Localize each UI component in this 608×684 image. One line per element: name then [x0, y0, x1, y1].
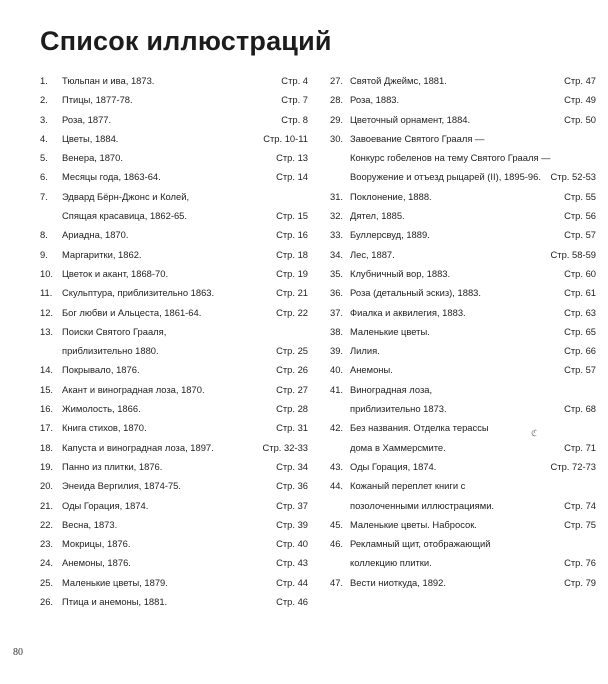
list-item: [40, 341, 308, 360]
item-title: Лилия.: [350, 345, 380, 357]
item-page: Стр. 16: [276, 229, 308, 241]
list-item: [40, 534, 308, 553]
stray-mark: ℭ: [531, 428, 538, 438]
list-item: [330, 438, 596, 457]
item-title: Оды Горация, 1874.: [62, 499, 149, 511]
list-item: [330, 399, 596, 418]
item-number: 35.: [330, 267, 344, 279]
item-title: Цветок и акант, 1868-70.: [62, 267, 169, 279]
item-number: 3.: [40, 113, 48, 125]
list-item: [330, 245, 596, 264]
item-title: позолоченными иллюстрациями.: [350, 499, 495, 511]
item-page: Стр. 71: [564, 441, 596, 453]
item-number: 21.: [40, 499, 54, 511]
list-item: [40, 496, 308, 515]
item-number: 24.: [40, 557, 54, 569]
item-number: 25.: [40, 576, 54, 588]
list-item: [330, 457, 596, 476]
item-title: Анемоны.: [350, 364, 393, 376]
item-page: Стр. 57: [564, 364, 596, 376]
item-number: 19.: [40, 460, 54, 472]
item-page: Стр. 57: [564, 229, 596, 241]
list-item: [40, 110, 308, 129]
list-item: [40, 129, 308, 148]
list-item: [330, 322, 596, 341]
item-page: Стр. 65: [564, 325, 596, 337]
item-number: 17.: [40, 422, 54, 434]
item-title: Клубничный вор, 1883.: [350, 267, 451, 279]
list-item: [40, 553, 308, 572]
item-number: 16.: [40, 403, 54, 415]
item-title: Завоевание Святого Грааля —: [350, 132, 485, 144]
list-item: [40, 264, 308, 283]
list-item: [40, 515, 308, 534]
item-title: Роза, 1883.: [350, 94, 400, 106]
item-page: Стр. 55: [564, 190, 596, 202]
list-item: [40, 245, 308, 264]
item-page: Стр. 58-59: [550, 248, 596, 260]
item-page: Стр. 68: [564, 403, 596, 415]
item-page: Стр. 75: [564, 518, 596, 530]
item-page: Стр. 8: [281, 113, 308, 125]
item-page: Стр. 66: [564, 345, 596, 357]
item-title: Маленькие цветы.: [350, 325, 430, 337]
page-title: Список иллюстраций: [40, 26, 332, 56]
item-title: Святой Джеймс, 1881.: [350, 75, 447, 86]
item-title: Панно из плитки, 1876.: [62, 460, 163, 472]
item-page: Стр. 7: [281, 94, 308, 106]
item-title: Поиски Святого Грааля,: [62, 325, 167, 337]
item-number: 37.: [330, 306, 344, 318]
list-item: [330, 187, 596, 206]
item-title: Цветочный орнамент, 1884.: [350, 113, 471, 125]
item-page: Стр. 10-11: [263, 132, 308, 144]
item-title: Дятел, 1885.: [350, 210, 405, 222]
item-title: Спящая красавица, 1862-65.: [62, 210, 187, 222]
item-page: Стр. 61: [564, 287, 596, 299]
item-number: 27.: [330, 75, 344, 86]
item-number: 12.: [40, 306, 54, 318]
item-page: Стр. 79: [564, 576, 596, 588]
item-page: Стр. 56: [564, 210, 596, 222]
list-item: [40, 457, 308, 476]
list-item: [330, 380, 596, 399]
item-number: 8.: [40, 229, 48, 241]
item-title: Маленькие цветы. Набросок.: [350, 518, 477, 530]
list-item: [40, 148, 308, 167]
list-item: [330, 360, 596, 379]
item-page: Стр. 13: [276, 152, 308, 164]
item-number: 9.: [40, 248, 48, 260]
item-number: 15.: [40, 383, 54, 395]
item-page: Стр. 39: [276, 518, 308, 530]
list-item: [330, 206, 596, 225]
item-title: Эдвард Бёрн-Джонс и Колей,: [62, 190, 190, 202]
item-number: 44.: [330, 480, 344, 492]
item-number: 22.: [40, 518, 54, 530]
item-number: 41.: [330, 383, 344, 395]
illustrations-list-right: [330, 71, 596, 592]
illustrations-list-left: [40, 71, 308, 611]
item-number: 40.: [330, 364, 344, 376]
item-page: Стр. 28: [276, 403, 308, 415]
item-page: Стр. 19: [276, 267, 308, 279]
item-page: Стр. 46: [276, 596, 308, 608]
item-title: Поклонение, 1888.: [350, 190, 432, 202]
list-item: [40, 322, 308, 341]
item-number: 47.: [330, 576, 344, 588]
item-page: Стр. 15: [276, 210, 308, 222]
item-title: Фиалка и аквилегия, 1883.: [350, 306, 466, 318]
list-item: [330, 341, 596, 360]
list-item: [330, 553, 596, 572]
item-title: Буллерсвуд, 1889.: [350, 229, 430, 241]
item-page: Стр. 4: [281, 75, 308, 86]
item-title: Без названия. Отделка терассы: [350, 422, 489, 434]
item-page: Стр. 22: [276, 306, 308, 318]
item-title: Маргаритки, 1862.: [62, 248, 142, 260]
list-item: [330, 283, 596, 302]
list-item: [40, 360, 308, 379]
list-item: [330, 418, 596, 437]
item-page: Стр. 32-33: [262, 441, 308, 453]
list-item: [40, 438, 308, 457]
item-number: 28.: [330, 94, 344, 106]
item-number: 33.: [330, 229, 344, 241]
item-number: 5.: [40, 152, 48, 164]
item-number: 45.: [330, 518, 344, 530]
item-title: приблизительно 1880.: [62, 345, 159, 357]
list-item: [40, 476, 308, 495]
item-title: Цветы, 1884.: [62, 132, 119, 144]
item-page: Стр. 21: [276, 287, 308, 299]
page-number: 80: [13, 647, 23, 658]
item-title: Мокрицы, 1876.: [62, 538, 131, 550]
list-item: [330, 303, 596, 322]
item-page: Стр. 14: [276, 171, 308, 183]
list-item: [40, 283, 308, 302]
item-number: 30.: [330, 132, 344, 144]
list-item: [330, 167, 596, 186]
item-number: 31.: [330, 190, 344, 202]
list-item: [40, 303, 308, 322]
item-title: Акант и виноградная лоза, 1870.: [62, 383, 205, 395]
list-item: [40, 573, 308, 592]
item-page: Стр. 27: [276, 383, 308, 395]
list-item: [330, 515, 596, 534]
item-number: 42.: [330, 422, 344, 434]
list-item: [330, 496, 596, 515]
item-title: Венера, 1870.: [62, 152, 123, 164]
item-title: Роза, 1877.: [62, 113, 112, 125]
item-number: 39.: [330, 345, 344, 357]
item-title: Покрывало, 1876.: [62, 364, 140, 376]
item-page: Стр. 37: [276, 499, 308, 511]
item-title: Вести ниоткуда, 1892.: [350, 576, 446, 588]
item-number: 2.: [40, 94, 48, 106]
list-item: [40, 399, 308, 418]
item-number: 11.: [40, 287, 53, 299]
item-title: Тюльпан и ива, 1873.: [62, 75, 155, 86]
list-item: [40, 592, 308, 611]
item-page: Стр. 52-53: [550, 171, 596, 183]
item-number: 43.: [330, 460, 344, 472]
item-number: 18.: [40, 441, 54, 453]
item-number: 6.: [40, 171, 48, 183]
item-page: Стр. 40: [276, 538, 308, 550]
item-page: Стр. 34: [276, 460, 308, 472]
item-title: Бог любви и Альцеста, 1861-64.: [62, 306, 202, 318]
item-title: Скульптура, приблизительно 1863.: [62, 287, 215, 299]
list-item: [330, 110, 596, 129]
list-item: [330, 225, 596, 244]
list-item: [40, 225, 308, 244]
list-item: [40, 167, 308, 186]
item-page: Стр. 49: [564, 94, 596, 106]
item-title: Жимолость, 1866.: [62, 403, 141, 415]
item-page: Стр. 63: [564, 306, 596, 318]
list-item: [40, 380, 308, 399]
item-title: Месяцы года, 1863-64.: [62, 171, 161, 183]
item-title: Лес, 1887.: [350, 248, 395, 260]
item-number: 14.: [40, 364, 54, 376]
item-page: Стр. 43: [276, 557, 308, 569]
item-title: Виноградная лоза,: [350, 383, 433, 395]
item-title: Вооружение и отъезд рыцарей (II), 1895-96.: [350, 171, 541, 183]
item-page: Стр. 44: [276, 576, 308, 588]
list-item: [330, 264, 596, 283]
item-title: коллекцию плитки.: [350, 557, 432, 569]
item-title: Анемоны, 1876.: [62, 557, 131, 569]
list-item: [40, 418, 308, 437]
item-title: Ариадна, 1870.: [62, 229, 129, 241]
item-title: Роза (детальный эскиз), 1883.: [350, 287, 481, 299]
item-number: 46.: [330, 538, 344, 550]
item-page: Стр. 18: [276, 248, 308, 260]
item-title: Птица и анемоны, 1881.: [62, 596, 168, 608]
list-item: [40, 187, 308, 206]
item-title: Конкурс гобеленов на тему Святого Грааля —: [350, 152, 551, 164]
item-page: Стр. 74: [564, 499, 596, 511]
item-title: Рекламный щит, отображающий: [350, 538, 491, 550]
item-number: 4.: [40, 132, 48, 144]
item-number: 29.: [330, 113, 344, 125]
item-page: Стр. 31: [276, 422, 308, 434]
item-page: Стр. 47: [564, 75, 596, 86]
item-title: Оды Горация, 1874.: [350, 460, 437, 472]
item-title: приблизительно 1873.: [350, 403, 447, 415]
item-page: Стр. 60: [564, 267, 596, 279]
item-title: Капуста и виноградная лоза, 1897.: [62, 441, 214, 453]
item-number: 34.: [330, 248, 344, 260]
item-number: 36.: [330, 287, 344, 299]
item-number: 38.: [330, 325, 344, 337]
item-title: Книга стихов, 1870.: [62, 422, 147, 434]
list-item: [330, 148, 596, 167]
item-page: Стр. 72-73: [550, 460, 596, 472]
item-number: 23.: [40, 538, 54, 550]
list-item: [330, 129, 596, 148]
list-item: [330, 534, 596, 553]
list-item: [330, 573, 596, 592]
item-number: 26.: [40, 596, 54, 608]
item-page: Стр. 76: [564, 557, 596, 569]
item-title: Весна, 1873.: [62, 518, 118, 530]
list-item: [330, 90, 596, 109]
item-title: Птицы, 1877-78.: [62, 94, 133, 106]
item-page: Стр. 50: [564, 113, 596, 125]
list-item: [40, 71, 308, 90]
list-item: [40, 206, 308, 225]
item-page: Стр. 25: [276, 345, 308, 357]
item-number: 13.: [40, 325, 54, 337]
item-page: Стр. 26: [276, 364, 308, 376]
item-number: 32.: [330, 210, 344, 222]
item-number: 10.: [40, 267, 54, 279]
list-item: [40, 90, 308, 109]
item-page: Стр. 36: [276, 480, 308, 492]
list-item: [330, 71, 596, 90]
item-title: Маленькие цветы, 1879.: [62, 576, 168, 588]
item-number: 1.: [40, 75, 48, 86]
item-number: 20.: [40, 480, 54, 492]
list-item: [330, 476, 596, 495]
item-title: Энеида Вергилия, 1874-75.: [62, 480, 181, 492]
item-number: 7.: [40, 190, 48, 202]
item-title: Кожаный переплет книги с: [350, 480, 466, 492]
item-title: дома в Хаммерсмите.: [350, 441, 446, 453]
